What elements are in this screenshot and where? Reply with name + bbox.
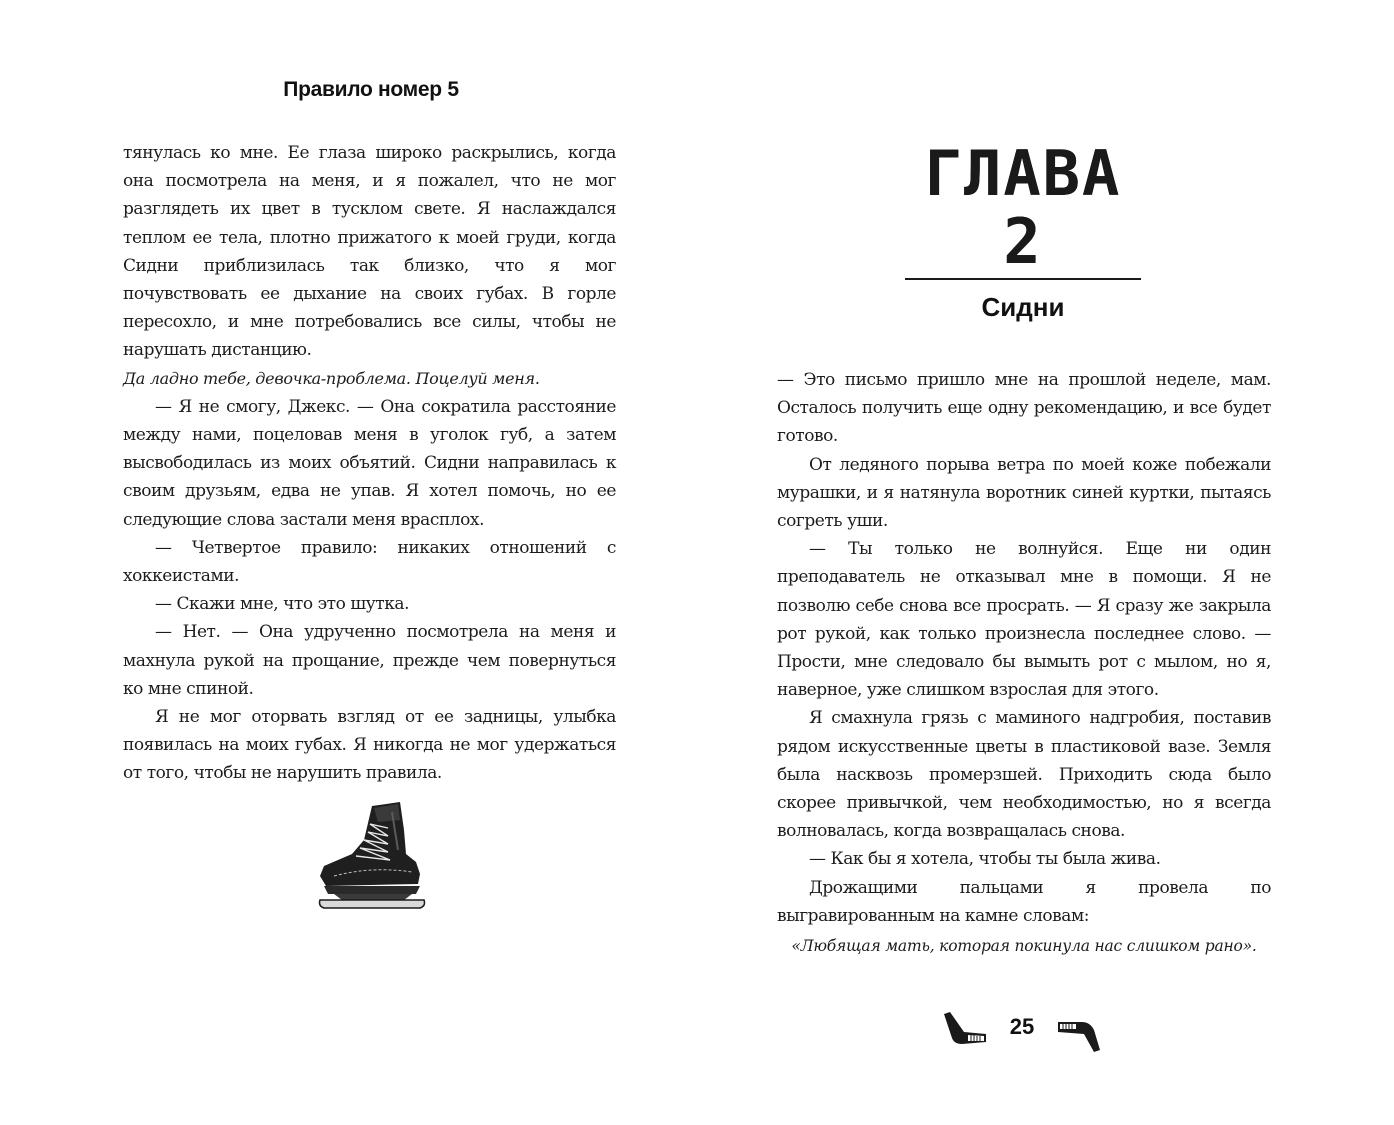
right-page-body [777, 366, 1271, 960]
paragraph: Я смахнула грязь с маминого надгробия, поставив рядом искусственные цветы в пластиковой вазе. Земля была насквозь промерзшей. Приходить сюда было скорее привычкой, чем необходимостью, но я всегда волновалась, когда возвращалась снова. [777, 708, 1271, 842]
chapter-divider [905, 278, 1141, 280]
paragraph: Я не мог оторвать взгляд от ее задницы, улыбка появилась на моих губах. Я никогда не мог удержаться от того, чтобы не нарушить правила. [123, 707, 616, 784]
page-number: 25 [1009, 1014, 1035, 1039]
paragraph: От ледяного порыва ветра по моей коже побежали мурашки, и я натянула воротник синей куртки, пытаясь согреть уши. [777, 454, 1271, 532]
italic-thought: Да ладно тебе, девочка-проблема. Поцелуй меня. [123, 368, 540, 388]
paragraph: — Скажи мне, что это шутка. [155, 594, 410, 615]
paragraph: — Как бы я хотела, чтобы ты была жива. [809, 849, 1161, 870]
paragraph: — Ты только не волнуйся. Еще ни один преподаватель не отказывал мне в помощи. Я не позволю себе снова все просрать. — Я сразу же закрыла рот рукой, как только произнесла последнее слово. — Прости, мне следовало бы вымыть рот с мылом, но я, наверное, уже слишком взрослая для этого. [777, 539, 1271, 701]
paragraph: — Четвертое правило: никаких отношений с хоккеистами. [123, 537, 616, 587]
chapter-name: Сидни [981, 292, 1065, 322]
hockey-stick-right-icon [1054, 1018, 1102, 1058]
right-page [697, 0, 1394, 1125]
left-page-body [123, 139, 616, 788]
paragraph: — Я не смогу, Джекс. — Она сократила расстояние между нами, поцеловав меня в уголок губ, а затем высвободилась из моих объятий. Сидни направилась к своим друзьям, едва не упав. Я хотел помочь, но ее следующие слова застали меня врасплох. [123, 396, 616, 530]
hockey-skate-icon [312, 800, 430, 912]
paragraph: Дрожащими пальцами я провела по выгравированным на камне словам: [777, 877, 1271, 926]
chapter-label: ГЛАВА 2 [924, 137, 1122, 278]
chapter-heading [905, 137, 1141, 323]
paragraph: — Это письмо пришло мне на прошлой неделе, мам. Осталось получить еще одну рекомендацию, и все будет готово. [777, 370, 1271, 447]
epitaph-quote: «Любящая мать, которая покинула нас слишком рано». [791, 937, 1257, 956]
hockey-stick-left-icon [942, 1010, 990, 1050]
paragraph: тянулась ко мне. Ее глаза широко раскрылись, когда она посмотрела на меня, и я пожалел, что не мог разглядеть их цвет в тусклом свете. Я наслаждался теплом ее тела, плотно прижатого к моей груди, когда Сидни приблизилась так близко, что я мог почувствовать ее дыхание на своих губах. В горле пересохло, и мне потребовались все силы, чтобы не нарушать дистанцию. [123, 143, 616, 361]
page-folio [942, 1006, 1102, 1052]
running-head: Правило номер 5 [283, 78, 459, 101]
paragraph: — Нет. — Она удрученно посмотрела на меня и махнула рукой на прощание, прежде чем повернуться ко мне спиной. [123, 622, 616, 699]
